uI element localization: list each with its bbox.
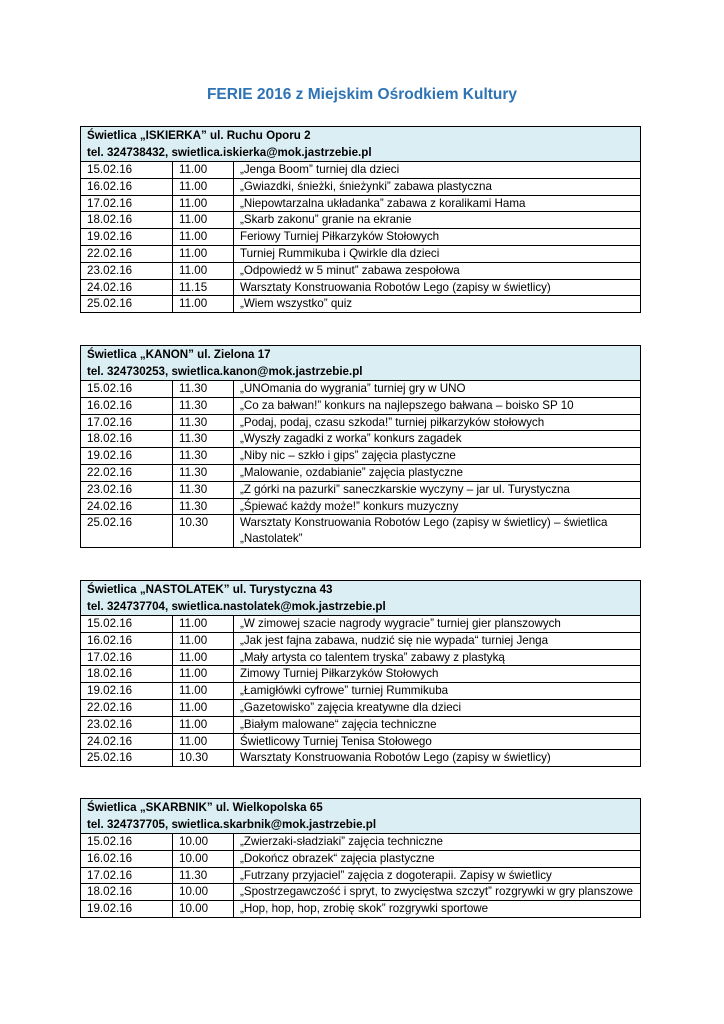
event-time: 11.30 (173, 431, 234, 448)
event-description: „Wiem wszystko” quiz (234, 296, 641, 313)
event-time: 11.30 (173, 381, 234, 398)
event-time: 11.00 (173, 699, 234, 716)
event-description: „Jak jest fajna zabawa, nudzić się nie wypada“ turniej Jenga (234, 632, 641, 649)
table-row (81, 296, 641, 313)
section-header-cell (81, 799, 641, 834)
section-name: Świetlica „NASTOLATEK” ul. Turystyczna 43 (87, 583, 333, 596)
event-date: 17.02.16 (81, 195, 173, 212)
event-time: 10.00 (173, 901, 234, 918)
event-description: „Gazetowisko” zajęcia kreatywne dla dzieci (234, 699, 641, 716)
event-time: 11.30 (173, 397, 234, 414)
table-row (81, 699, 641, 716)
table-row (81, 666, 641, 683)
event-time: 11.00 (173, 262, 234, 279)
table-row (81, 464, 641, 481)
event-date: 18.02.16 (81, 884, 173, 901)
event-description: „Białym malowane“ zajęcia techniczne (234, 716, 641, 733)
event-description: Zimowy Turniej Piłkarzyków Stołowych (234, 666, 641, 683)
event-description: „UNOmania do wygrania” turniej gry w UNO (234, 381, 641, 398)
section-header-cell (81, 346, 641, 381)
event-description: „Gwiazdki, śnieżki, śnieżynki” zabawa plastyczna (234, 178, 641, 195)
table-row (81, 716, 641, 733)
event-description: „Hop, hop, hop, zrobię skok” rozgrywki sportowe (234, 901, 641, 918)
event-description: „Niepowtarzalna układanka” zabawa z koralikami Hama (234, 195, 641, 212)
event-date: 25.02.16 (81, 515, 173, 548)
event-date: 17.02.16 (81, 414, 173, 431)
event-description: „W zimowej szacie nagrody wygracie” turniej gier planszowych (234, 616, 641, 633)
event-description: „Skarb zakonu” granie na ekranie (234, 212, 641, 229)
table-row (81, 178, 641, 195)
event-date: 23.02.16 (81, 716, 173, 733)
event-time: 11.00 (173, 212, 234, 229)
table-row (81, 414, 641, 431)
event-description: „Podaj, podaj, czasu szkoda!” turniej piłkarzyków stołowych (234, 414, 641, 431)
table-row (81, 834, 641, 851)
section-header (81, 581, 641, 616)
event-time: 10.00 (173, 850, 234, 867)
event-time: 11.00 (173, 162, 234, 179)
event-time: 11.00 (173, 632, 234, 649)
event-description: „Odpowiedź w 5 minut” zabawa zespołowa (234, 262, 641, 279)
event-date: 16.02.16 (81, 850, 173, 867)
section-name: Świetlica „KANON” ul. Zielona 17 (87, 348, 271, 361)
table-row (81, 649, 641, 666)
event-description: Świetlicowy Turniej Tenisa Stołowego (234, 733, 641, 750)
event-time: 11.30 (173, 414, 234, 431)
section-name: Świetlica „ISKIERKA” ul. Ruchu Oporu 2 (87, 129, 311, 142)
event-time: 11.00 (173, 649, 234, 666)
table-row (81, 262, 641, 279)
event-date: 18.02.16 (81, 212, 173, 229)
event-description: „Co za bałwan!” konkurs na najlepszego bałwana – boisko SP 10 (234, 397, 641, 414)
section-contact: tel. 324737704, swietlica.nastolatek@mok.jastrzebie.pl (87, 600, 386, 613)
event-time: 11.30 (173, 448, 234, 465)
event-date: 24.02.16 (81, 498, 173, 515)
section-contact: tel. 324737705, swietlica.skarbnik@mok.jastrzebie.pl (87, 818, 377, 831)
event-date: 23.02.16 (81, 262, 173, 279)
event-description: Warsztaty Konstruowania Robotów Lego (zapisy w świetlicy) – świetlica „Nastolatek” (234, 515, 641, 548)
event-date: 15.02.16 (81, 616, 173, 633)
table-row (81, 397, 641, 414)
event-description: Feriowy Turniej Piłkarzyków Stołowych (234, 229, 641, 246)
event-description: „Spostrzegawczość i spryt, to zwycięstwa szczyt” rozgrywki w gry planszowe (234, 884, 641, 901)
event-description: „Dokończ obrazek“ zajęcia plastyczne (234, 850, 641, 867)
event-description: „Łamigłówki cyfrowe” turniej Rummikuba (234, 683, 641, 700)
schedule-table-nastolatek (80, 580, 641, 767)
event-description: „Malowanie, ozdabianie” zajęcia plastyczne (234, 464, 641, 481)
event-time: 11.00 (173, 195, 234, 212)
event-date: 25.02.16 (81, 750, 173, 767)
event-time: 11.30 (173, 481, 234, 498)
event-description: „Niby nic – szkło i gips” zajęcia plastyczne (234, 448, 641, 465)
table-row (81, 162, 641, 179)
event-date: 19.02.16 (81, 229, 173, 246)
event-date: 22.02.16 (81, 245, 173, 262)
event-date: 18.02.16 (81, 431, 173, 448)
table-row (81, 245, 641, 262)
event-description: Warsztaty Konstruowania Robotów Lego (zapisy w świetlicy) (234, 750, 641, 767)
event-description: „Futrzany przyjaciel” zajęcia z dogoterapii. Zapisy w świetlicy (234, 867, 641, 884)
table-row (81, 195, 641, 212)
section-contact: tel. 324730253, swietlica.kanon@mok.jastrzebie.pl (87, 365, 363, 378)
event-time: 11.00 (173, 296, 234, 313)
section-header (81, 799, 641, 834)
event-date: 16.02.16 (81, 178, 173, 195)
event-date: 23.02.16 (81, 481, 173, 498)
event-date: 24.02.16 (81, 733, 173, 750)
event-description: „Śpiewać każdy może!” konkurs muzyczny (234, 498, 641, 515)
event-time: 11.30 (173, 498, 234, 515)
page-title: FERIE 2016 z Miejskim Ośrodkiem Kultury (206, 86, 518, 103)
event-date: 19.02.16 (81, 683, 173, 700)
table-row (81, 212, 641, 229)
event-description: Warsztaty Konstruowania Robotów Lego (zapisy w świetlicy) (234, 279, 641, 296)
event-time: 11.00 (173, 178, 234, 195)
schedule-table-skarbnik (80, 798, 641, 918)
event-date: 19.02.16 (81, 901, 173, 918)
event-date: 17.02.16 (81, 867, 173, 884)
event-time: 11.30 (173, 464, 234, 481)
event-description: „Mały artysta co talentem tryska” zabawy z plastyką (234, 649, 641, 666)
schedule-table-kanon (80, 345, 641, 548)
table-row (81, 867, 641, 884)
event-time: 11.00 (173, 616, 234, 633)
table-row (81, 616, 641, 633)
table-row (81, 431, 641, 448)
table-row (81, 733, 641, 750)
event-time: 11.00 (173, 683, 234, 700)
event-description: „Zwierzaki-sładziaki” zajęcia techniczne (234, 834, 641, 851)
table-row (81, 632, 641, 649)
event-description: „Wyszły zagadki z worka” konkurs zagadek (234, 431, 641, 448)
event-date: 19.02.16 (81, 448, 173, 465)
table-row (81, 498, 641, 515)
table-row (81, 279, 641, 296)
section-header (81, 127, 641, 162)
table-row (81, 448, 641, 465)
table-row (81, 229, 641, 246)
event-description: Turniej Rummikuba i Qwirkle dla dzieci (234, 245, 641, 262)
section-header-cell (81, 581, 641, 616)
event-date: 24.02.16 (81, 279, 173, 296)
table-row (81, 850, 641, 867)
event-date: 18.02.16 (81, 666, 173, 683)
event-time: 10.30 (173, 750, 234, 767)
table-row (81, 884, 641, 901)
section-name: Świetlica „SKARBNIK” ul. Wielkopolska 65 (87, 801, 323, 814)
table-row (81, 750, 641, 767)
event-time: 11.00 (173, 229, 234, 246)
event-date: 25.02.16 (81, 296, 173, 313)
table-row (81, 481, 641, 498)
event-time: 11.15 (173, 279, 234, 296)
event-date: 16.02.16 (81, 397, 173, 414)
event-date: 15.02.16 (81, 381, 173, 398)
event-date: 15.02.16 (81, 834, 173, 851)
event-date: 22.02.16 (81, 699, 173, 716)
event-date: 22.02.16 (81, 464, 173, 481)
event-time: 10.30 (173, 515, 234, 548)
event-time: 10.00 (173, 834, 234, 851)
event-description: „Jenga Boom” turniej dla dzieci (234, 162, 641, 179)
event-time: 11.00 (173, 733, 234, 750)
schedule-table-iskierka (80, 126, 641, 313)
event-date: 17.02.16 (81, 649, 173, 666)
event-date: 16.02.16 (81, 632, 173, 649)
event-date: 15.02.16 (81, 162, 173, 179)
event-time: 11.00 (173, 245, 234, 262)
event-description: „Z górki na pazurki” saneczkarskie wyczyny – jar ul. Turystyczna (234, 481, 641, 498)
table-row (81, 683, 641, 700)
section-header (81, 346, 641, 381)
event-time: 11.30 (173, 867, 234, 884)
section-header-cell (81, 127, 641, 162)
event-time: 11.00 (173, 666, 234, 683)
section-contact: tel. 324738432, swietlica.iskierka@mok.jastrzebie.pl (87, 146, 372, 159)
event-time: 11.00 (173, 716, 234, 733)
table-row (81, 381, 641, 398)
table-row (81, 515, 641, 548)
event-time: 10.00 (173, 884, 234, 901)
table-row (81, 901, 641, 918)
